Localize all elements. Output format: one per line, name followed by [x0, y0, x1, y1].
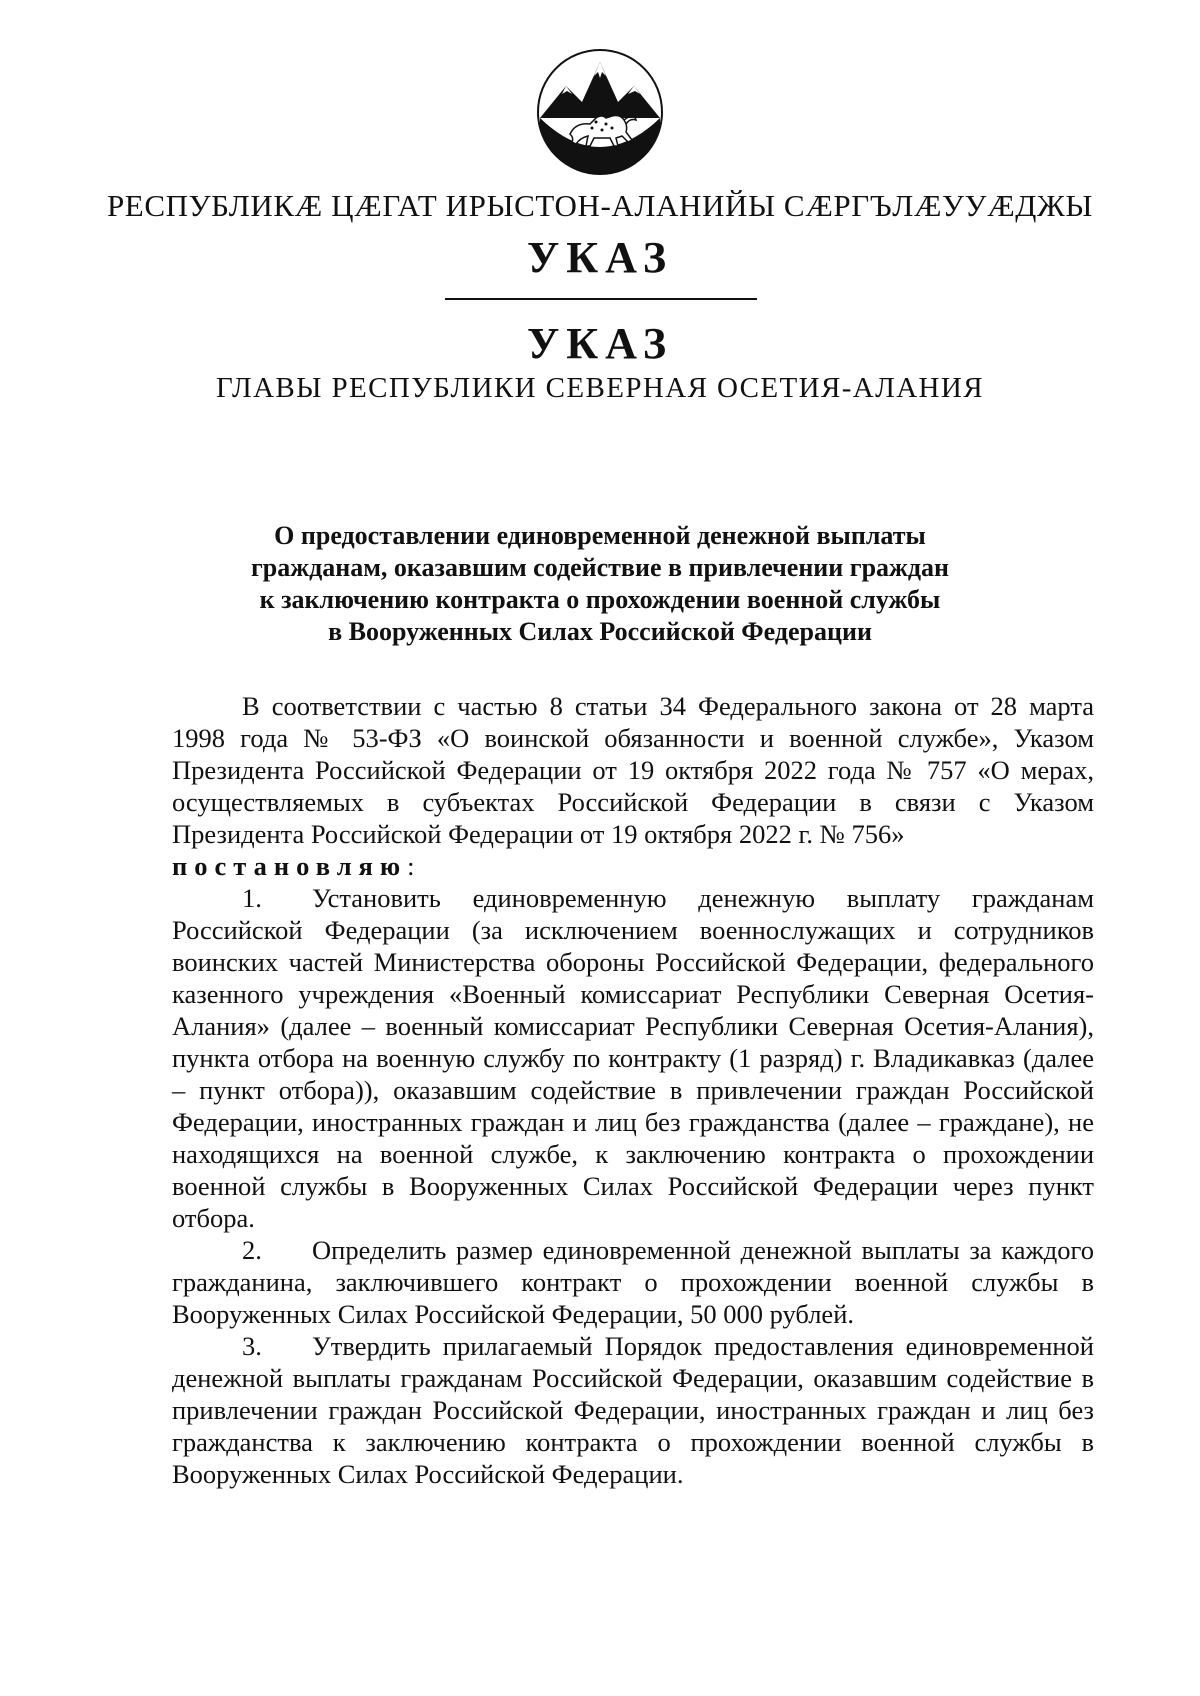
list-item — [172, 1234, 1094, 1330]
ukaz-title-ossetian: УКАЗ — [526, 233, 674, 282]
list-item — [172, 1330, 1094, 1490]
item-text: Определить размер единовременной денежной выплаты за каждого гражданина, заключившего контракт о прохождении военной службы в Вооруженных Силах Российской Федерации, 50 000 рублей. — [172, 1235, 1094, 1329]
ossetian-authority-heading: РЕСПУБЛИКӔ ЦӔГАТ ИРЫСТОН-АЛАНИЙЫ СӔРГЪЛӔУУӔДЖЫ — [106, 188, 1094, 223]
title-line: гражданам, оказавшим содействие в привлечении граждан — [250, 553, 950, 582]
preamble-text: В соответствии с частью 8 статьи 34 Федерального закона от 28 марта 1998 года № 53-ФЗ «О воинской обязанности и военной службе», Указом Президента Российской Федерации от 19 октября 2022 года № 757 «О мерах, осуществляемых в субъектах Российской Федерации в связи с Указом Президента Российской Федерации от 19 октября 2022 г. № 756» — [172, 691, 1094, 849]
decree-colon: : — [407, 851, 415, 881]
item-text: Утвердить прилагаемый Порядок предоставления единовременной денежной выплаты гражданам Российской Федерации, оказавшим содействие в привлечении граждан Российской Федерации, иностранных граждан и лиц без гражданства к заключению контракта о прохождении военной службы в Вооруженных Силах Российской Федерации. — [172, 1331, 1094, 1489]
preamble-paragraph — [172, 690, 1094, 850]
ukaz-title-russian: УКАЗ — [526, 319, 674, 368]
item-number: 1. — [242, 883, 262, 913]
document-title — [0, 520, 1200, 648]
title-line: к заключению контракта о прохождении военной службы — [259, 585, 941, 614]
item-text: Установить единовременную денежную выплату гражданам Российской Федерации (за исключением военнослужащих и сотрудников воинских частей Министерства обороны Российской Федерации, федерального казенного учреждения «Военный комиссариат Республики Северная Осетия-Алания» (далее – военный комиссариат Республики Северная Осетия-Алания), пункта отбора на военную службу по контракту (1 разряд) г. Владикавказ (далее – пункт отбора)), оказавшим содействие в привлечении граждан Российской Федерации, иностранных граждан и лиц без гражданства (далее – граждане), не находящихся на военной службе, к заключению контракта о прохождении военной службы в Вооруженных Силах Российской Федерации через пункт отбора. — [172, 883, 1094, 1233]
item-number: 3. — [242, 1331, 262, 1361]
decree-word: постановляю — [172, 851, 408, 881]
header-divider — [445, 298, 757, 300]
document-body — [172, 690, 1094, 1490]
decree-line — [172, 850, 1094, 882]
item-number: 2. — [242, 1235, 262, 1265]
title-line: в Вооруженных Силах Российской Федерации — [328, 617, 872, 646]
list-item — [172, 882, 1094, 1234]
title-line: О предоставлении единовременной денежной выплаты — [274, 521, 926, 550]
coat-of-arms-emblem-icon — [536, 48, 664, 176]
russian-authority-heading: ГЛАВЫ РЕСПУБЛИКИ СЕВЕРНАЯ ОСЕТИЯ-АЛАНИЯ — [216, 372, 984, 404]
